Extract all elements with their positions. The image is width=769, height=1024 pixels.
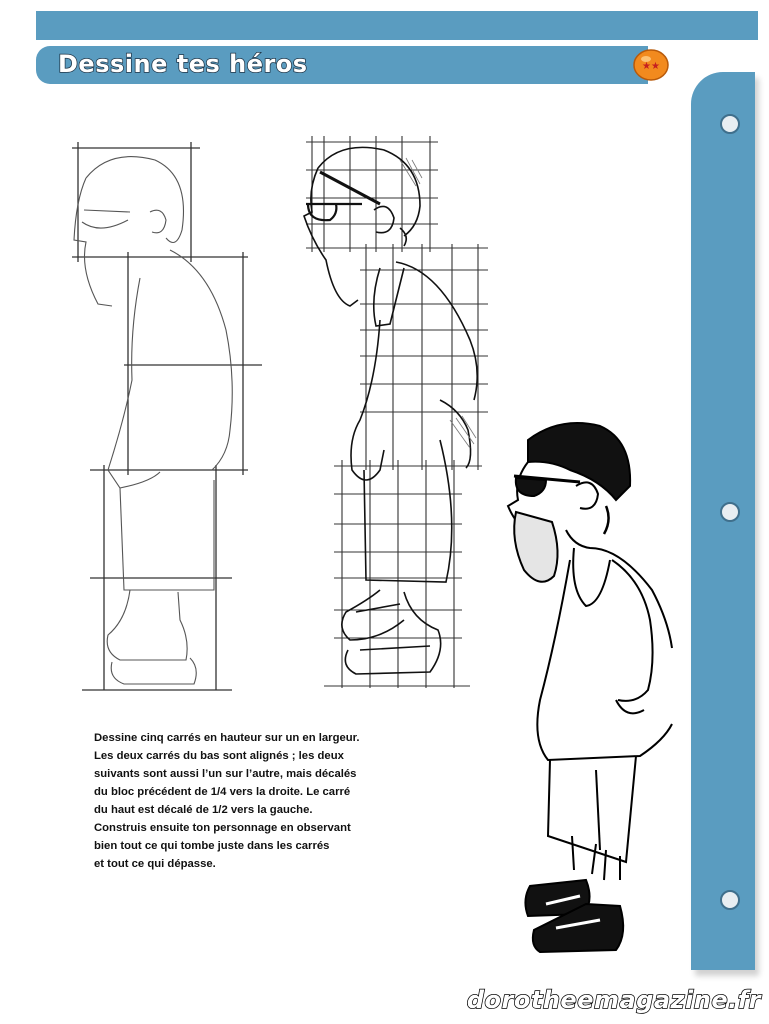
- page-title: Dessine tes héros: [58, 50, 308, 78]
- instruction-line: et tout ce qui dépasse.: [94, 858, 216, 870]
- svg-text:★★: ★★: [642, 61, 660, 72]
- instruction-line: Les deux carrés du bas sont alignés ; les deux: [94, 750, 344, 762]
- instruction-line: suivants sont aussi l’un sur l’autre, mais décalés: [94, 768, 357, 780]
- instruction-line: du bloc précédent de 1/4 vers la droite. Le carré: [94, 786, 351, 798]
- instruction-line: du haut est décalé de 1/2 vers la gauche.: [94, 804, 313, 816]
- character-finished: [508, 423, 672, 952]
- character-sketch-refined: [304, 147, 477, 674]
- hatching: [400, 158, 476, 448]
- instruction-line: bien tout ce qui tombe juste dans les carrés: [94, 840, 330, 852]
- character-sketch-rough: [74, 157, 232, 684]
- instruction-line: Construis ensuite ton personnage en observant: [94, 822, 351, 834]
- instruction-line: Dessine cinq carrés en hauteur sur un en largeur.: [94, 732, 360, 744]
- instructions-text: [94, 729, 394, 873]
- construction-grid-sketch: [72, 142, 262, 690]
- watermark: dorotheemagazine.fr: [466, 986, 761, 1014]
